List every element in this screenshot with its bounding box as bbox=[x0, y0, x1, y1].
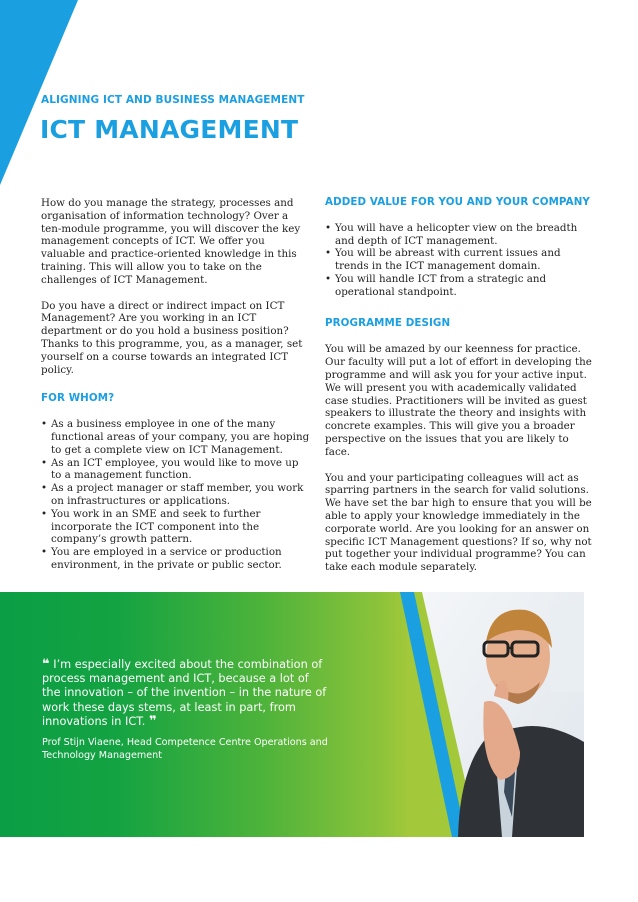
list-item: • You are employed in a service or production environment, in the private or public sector. bbox=[41, 546, 311, 572]
testimonial-quote bbox=[42, 658, 327, 729]
quote-text: I’m especially excited about the combination of process management and ICT, because a lot of the innovation – of the invention – in the nature of work these days stems, at least in part, from innovations in ICT. bbox=[42, 658, 327, 728]
left-column bbox=[41, 197, 311, 586]
for-whom-list bbox=[41, 418, 311, 572]
list-item: • You will have a helicopter view on the breadth and depth of ICT management. bbox=[325, 222, 593, 248]
right-column bbox=[325, 196, 593, 587]
programme-paragraph-2: You and your participating colleagues will act as sparring partners in the search for valid solutions. We have set the bar high to ensure that you will be able to apply your knowledge immediately in the corporate world. Are you looking for an answer on specific ICT Management questions? If so, why not put together your individual programme? You can take each module separately. bbox=[325, 471, 592, 574]
quote-attribution: Prof Stijn Viaene, Head Competence Centre Operations and Technology Management bbox=[42, 737, 328, 761]
section-eyebrow: ALIGNING ICT AND BUSINESS MANAGEMENT bbox=[41, 94, 305, 106]
list-item: • You will handle ICT from a strategic and operational standpoint. bbox=[325, 273, 593, 299]
list-item: • As an ICT employee, you would like to move up to a management function. bbox=[41, 457, 311, 483]
programme-paragraph-1: You will be amazed by our keenness for practice. Our faculty will put a lot of effort in developing the programme and will ask you for your active input. We will present you with academically validated case studies. Practitioners will be invited as guest speakers to illustrate the theory and insights with concrete examples. This will give you a broader perspective on the issues that you are likely to face. bbox=[325, 343, 592, 458]
added-value-heading: ADDED VALUE FOR YOU AND YOUR COMPANY bbox=[325, 196, 590, 208]
list-item: • You will be abreast with current issues and trends in the ICT management domain. bbox=[325, 247, 593, 273]
list-item: • As a business employee in one of the many functional areas of your company, you are hoping to get a complete view on ICT Management. bbox=[41, 418, 311, 456]
close-quote-icon: ❞ bbox=[148, 713, 157, 729]
for-whom-heading: FOR WHOM? bbox=[41, 392, 115, 405]
programme-design-heading: PROGRAMME DESIGN bbox=[325, 316, 451, 329]
intro-paragraph-2: Do you have a direct or indirect impact on ICT Management? Are you working in an ICT department or do you hold a business position? Thanks to this programme, you, as a manager, set yourself on a course towards an integrated ICT policy. bbox=[41, 299, 303, 376]
corner-accent-shape bbox=[0, 0, 80, 185]
list-item: • You work in an SME and seek to further incorporate the ICT component into the company’s growth pattern. bbox=[41, 508, 311, 546]
open-quote-icon: ❝ bbox=[42, 657, 50, 672]
intro-paragraph-1: How do you manage the strategy, processes and organisation of information technology? Over a ten-module programme, you will discover the key management concepts of ICT. We offer you valuable and practice-oriented knowledge in this training. This will allow you to take on the challenges of ICT Management. bbox=[41, 197, 301, 286]
list-item: • As a project manager or staff member, you work on infrastructures or applications. bbox=[41, 482, 311, 508]
speaker-photo bbox=[400, 592, 584, 837]
added-value-list bbox=[325, 222, 593, 299]
page-title: ICT MANAGEMENT bbox=[40, 115, 299, 144]
